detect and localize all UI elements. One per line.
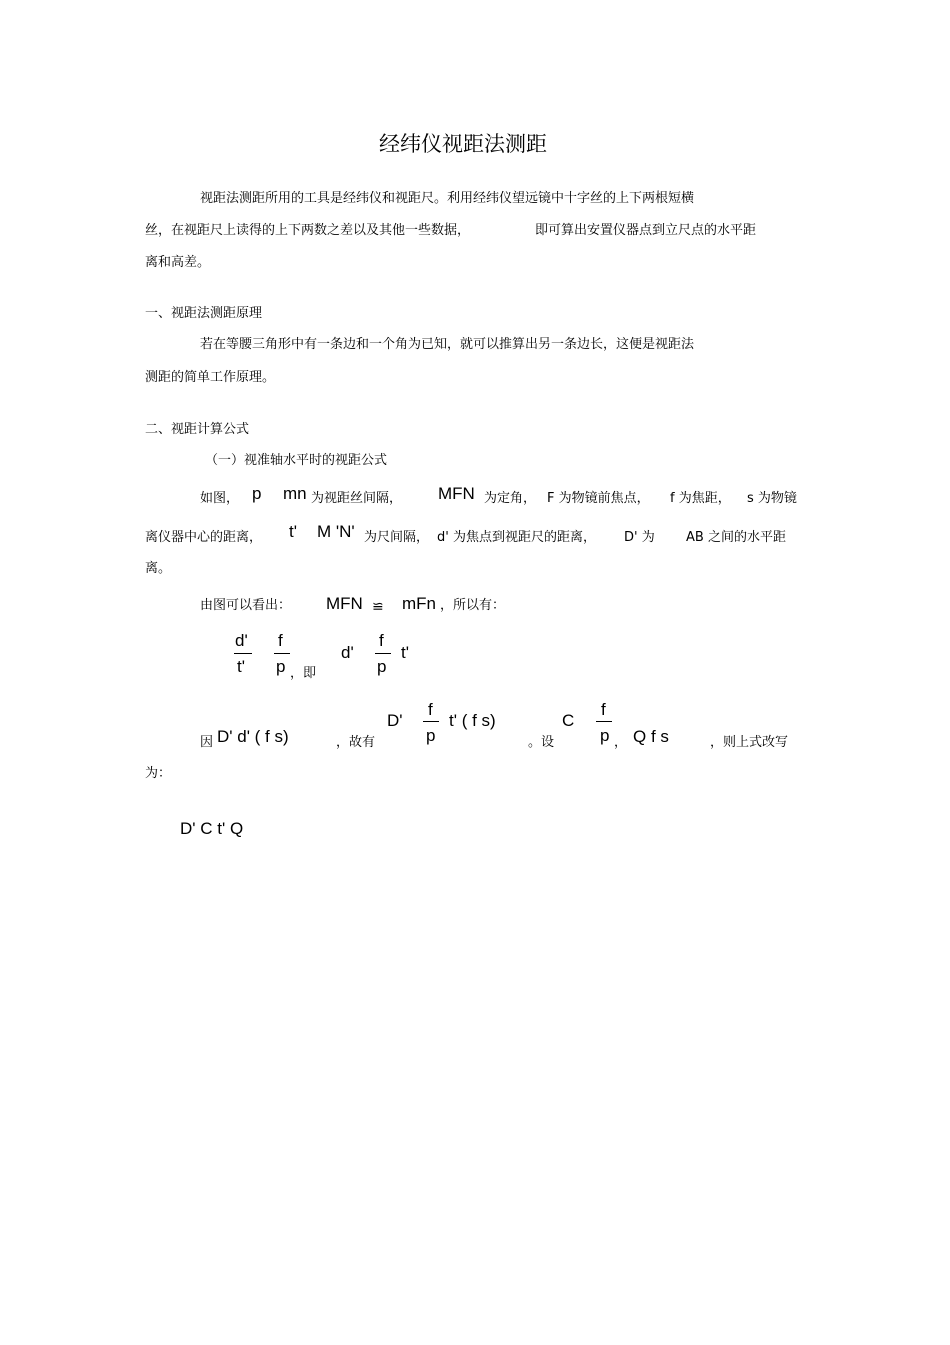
def-1-text-1: 为视距丝间隔， xyxy=(311,491,403,506)
eq1-fraction-bar-2 xyxy=(274,653,290,654)
eq2-numerator-f: f xyxy=(428,700,433,719)
eq2-she: 。设 xyxy=(528,735,555,750)
eq2-comma: ， xyxy=(614,735,628,750)
eq1-denominator-p: p xyxy=(276,657,286,676)
def-1-math-mfn: MFN xyxy=(438,484,475,503)
def-1-text-0: 如图， xyxy=(200,491,240,506)
def-2-text-3: D' 为 xyxy=(624,530,655,545)
intro-line-3: 离和高差。 xyxy=(145,255,211,270)
def-2-text-4: AB 之间的水平距 xyxy=(686,530,786,545)
eq2-wei: 为： xyxy=(145,766,172,781)
def-2-math-t: t' xyxy=(289,522,297,541)
eq1-ji: ，即 xyxy=(290,666,317,681)
similar-text-0: 由图可以看出： xyxy=(200,598,292,613)
eq2-tail: ，则上式改写 xyxy=(710,735,789,750)
eq2-yin: 因 xyxy=(200,735,214,750)
eq1-denominator-p-2: p xyxy=(377,657,387,676)
eq2-lhs: D' d' ( f s) xyxy=(217,727,289,746)
similar-math-mfn: MFN xyxy=(326,594,363,613)
eq2-C: C xyxy=(562,711,575,730)
eq2-denominator-p: p xyxy=(426,726,436,745)
def-2-text-2: d' 为焦点到视距尺的距离， xyxy=(437,530,596,545)
page-title: 经纬仪视距法测距 xyxy=(379,132,547,156)
section-2-subheading: （一）视准轴水平时的视距公式 xyxy=(205,453,388,468)
section-1-line-2: 测距的简单工作原理。 xyxy=(145,370,276,385)
eq1-denominator-t: t' xyxy=(237,657,245,676)
intro-line-2b: 即可算出安置仪器点到立尺点的水平距 xyxy=(535,223,757,238)
intro-line-2a: 丝，在视距尺上读得的上下两数之差以及其他一些数据， xyxy=(145,223,471,238)
def-2-math-mn: M 'N' xyxy=(317,522,355,541)
def-1-text-5: s 为物镜 xyxy=(747,491,797,506)
eq1-numerator-d: d' xyxy=(235,631,248,650)
def-1-text-2: 为定角， xyxy=(484,491,537,506)
eq1-numerator-f: f xyxy=(278,631,283,650)
eq2-rest: t' ( f s) xyxy=(449,711,496,730)
eq2-fraction-bar-1 xyxy=(423,721,439,722)
similar-text-1: ，所以有： xyxy=(440,598,506,613)
eq1-fraction-bar-1 xyxy=(234,653,252,654)
section-1-heading: 一、视距法测距原理 xyxy=(145,306,263,321)
eq2-guyou: ，故有 xyxy=(336,735,376,750)
eq2-Q: Q f s xyxy=(633,727,669,746)
eq1-d: d' xyxy=(341,643,354,662)
similar-math-mfn-small: mFn xyxy=(402,594,436,613)
section-2-heading: 二、视距计算公式 xyxy=(145,422,250,437)
eq2-denominator-p-2: p xyxy=(600,726,610,745)
section-1-line-1: 若在等腰三角形中有一条边和一个角为已知，就可以推算出另一条边长，这便是视距法 xyxy=(200,337,695,352)
intro-line-1: 视距法测距所用的工具是经纬仪和视距尺。利用经纬仪望远镜中十字丝的上下两根短横 xyxy=(200,191,695,206)
def-1-text-4: f 为焦距， xyxy=(670,491,731,506)
def-1-text-3: F 为物镜前焦点， xyxy=(547,491,650,506)
def-1-math-p: p xyxy=(252,484,262,503)
def-2-text-1: 为尺间隔， xyxy=(364,530,430,545)
eq2-numerator-f-2: f xyxy=(601,700,606,719)
eq1-t: t' xyxy=(401,643,409,662)
final-formula: D' C t' Q xyxy=(180,819,244,838)
eq1-numerator-f-2: f xyxy=(379,631,384,650)
eq1-fraction-bar-3 xyxy=(375,653,391,654)
eq2-fraction-bar-2 xyxy=(596,721,612,722)
def-1-math-mn: mn xyxy=(283,484,307,503)
congruent-symbol: ≌ xyxy=(372,598,384,614)
def-2-text-0: 离仪器中心的距离， xyxy=(145,530,263,545)
eq2-D: D' xyxy=(387,711,403,730)
def-3-text: 离。 xyxy=(145,561,172,576)
